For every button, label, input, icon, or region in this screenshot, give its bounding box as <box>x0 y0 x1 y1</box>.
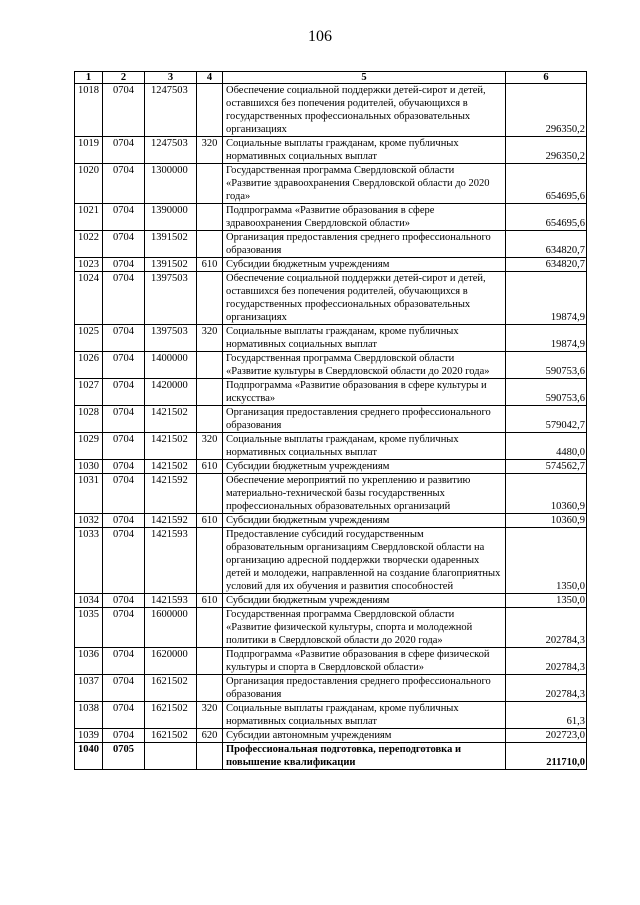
row-number-cell: 1039 <box>75 729 103 743</box>
item-name-cell: Обеспечение социальной поддержки детей-сирот и детей, оставшихся без попечения родителей, обучающихся в государственных профессиональных образовательных организациях <box>223 84 506 137</box>
table-row <box>75 325 587 352</box>
amount-cell: 296350,2 <box>506 84 587 137</box>
target-code-cell: 1600000 <box>145 608 197 648</box>
target-code-cell <box>145 743 197 770</box>
amount-cell: 579042,7 <box>506 406 587 433</box>
item-name-cell: Профессиональная подготовка, переподготовка и повышение квалификации <box>223 743 506 770</box>
table-row <box>75 729 587 743</box>
item-name-cell: Субсидии бюджетным учреждениям <box>223 514 506 528</box>
table-row <box>75 406 587 433</box>
row-number-cell: 1026 <box>75 352 103 379</box>
row-number-cell: 1027 <box>75 379 103 406</box>
expense-type-cell <box>197 231 223 258</box>
row-number-cell: 1028 <box>75 406 103 433</box>
table-row <box>75 474 587 514</box>
item-name-cell: Государственная программа Свердловской области «Развитие культуры в Свердловской области до 2020 года» <box>223 352 506 379</box>
item-name-cell: Социальные выплаты гражданам, кроме публичных нормативных социальных выплат <box>223 325 506 352</box>
item-name-cell: Обеспечение мероприятий по укреплению и развитию материально-технической базы государственных профессиональных образовательных организаций <box>223 474 506 514</box>
item-name-cell: Социальные выплаты гражданам, кроме публичных нормативных социальных выплат <box>223 433 506 460</box>
item-name-cell: Подпрограмма «Развитие образования в сфере физической культуры и спорта в Свердловской области» <box>223 648 506 675</box>
section-code-cell: 0704 <box>103 608 145 648</box>
section-code-cell: 0704 <box>103 594 145 608</box>
table-row <box>75 594 587 608</box>
item-name-cell: Предоставление субсидий государственным образовательным организациям Свердловской области на организацию адресной поддержки творчески одаренных детей и молодежи, направленной на создание благоприятных условий для их обучения и развития способностей <box>223 528 506 594</box>
header-col-1: 1 <box>75 72 103 84</box>
expense-type-cell <box>197 675 223 702</box>
amount-cell: 10360,9 <box>506 474 587 514</box>
amount-cell: 61,3 <box>506 702 587 729</box>
expense-type-cell <box>197 648 223 675</box>
item-name-cell: Подпрограмма «Развитие образования в сфере культуры и искусства» <box>223 379 506 406</box>
row-number-cell: 1031 <box>75 474 103 514</box>
header-col-6: 6 <box>506 72 587 84</box>
row-number-cell: 1034 <box>75 594 103 608</box>
item-name-cell: Социальные выплаты гражданам, кроме публичных нормативных социальных выплат <box>223 137 506 164</box>
amount-cell: 211710,0 <box>506 743 587 770</box>
amount-cell: 654695,6 <box>506 164 587 204</box>
target-code-cell: 1391502 <box>145 231 197 258</box>
row-number-cell: 1018 <box>75 84 103 137</box>
table-row <box>75 231 587 258</box>
amount-cell: 1350,0 <box>506 528 587 594</box>
target-code-cell: 1421593 <box>145 594 197 608</box>
item-name-cell: Государственная программа Свердловской области «Развитие физической культуры, спорта и молодежной политики в Свердловской области до 2020 года» <box>223 608 506 648</box>
amount-cell: 10360,9 <box>506 514 587 528</box>
expense-type-cell: 610 <box>197 258 223 272</box>
section-code-cell: 0704 <box>103 460 145 474</box>
target-code-cell: 1247503 <box>145 137 197 164</box>
item-name-cell: Субсидии бюджетным учреждениям <box>223 460 506 474</box>
amount-cell: 590753,6 <box>506 352 587 379</box>
target-code-cell: 1390000 <box>145 204 197 231</box>
target-code-cell: 1420000 <box>145 379 197 406</box>
table-row <box>75 648 587 675</box>
item-name-cell: Обеспечение социальной поддержки детей-сирот и детей, оставшихся без попечения родителей, обучающихся в государственных профессиональных образовательных организациях <box>223 272 506 325</box>
target-code-cell: 1397503 <box>145 272 197 325</box>
section-code-cell: 0705 <box>103 743 145 770</box>
target-code-cell: 1400000 <box>145 352 197 379</box>
section-code-cell: 0704 <box>103 325 145 352</box>
amount-cell: 296350,2 <box>506 137 587 164</box>
amount-cell: 202784,3 <box>506 608 587 648</box>
header-col-2: 2 <box>103 72 145 84</box>
item-name-cell: Организация предоставления среднего профессионального образования <box>223 231 506 258</box>
amount-cell: 574562,7 <box>506 460 587 474</box>
amount-cell: 202784,3 <box>506 675 587 702</box>
row-number-cell: 1038 <box>75 702 103 729</box>
target-code-cell: 1621502 <box>145 702 197 729</box>
expense-type-cell <box>197 84 223 137</box>
section-code-cell: 0704 <box>103 514 145 528</box>
table-row <box>75 272 587 325</box>
row-number-cell: 1023 <box>75 258 103 272</box>
item-name-cell: Государственная программа Свердловской области «Развитие здравоохранения Свердловской области до 2020 года» <box>223 164 506 204</box>
item-name-cell: Организация предоставления среднего профессионального образования <box>223 675 506 702</box>
amount-cell: 19874,9 <box>506 325 587 352</box>
table-row <box>75 514 587 528</box>
expense-type-cell: 610 <box>197 594 223 608</box>
expense-type-cell: 320 <box>197 325 223 352</box>
table-row <box>75 702 587 729</box>
table-row <box>75 743 587 770</box>
amount-cell: 634820,7 <box>506 231 587 258</box>
section-code-cell: 0704 <box>103 84 145 137</box>
target-code-cell: 1421593 <box>145 528 197 594</box>
target-code-cell: 1391502 <box>145 258 197 272</box>
target-code-cell: 1620000 <box>145 648 197 675</box>
section-code-cell: 0704 <box>103 675 145 702</box>
expense-type-cell: 610 <box>197 460 223 474</box>
row-number-cell: 1037 <box>75 675 103 702</box>
expense-type-cell <box>197 528 223 594</box>
expense-type-cell: 320 <box>197 137 223 164</box>
expense-type-cell <box>197 379 223 406</box>
table-header-row <box>75 72 587 84</box>
expense-type-cell <box>197 164 223 204</box>
item-name-cell: Субсидии бюджетным учреждениям <box>223 594 506 608</box>
table-row <box>75 379 587 406</box>
table-row <box>75 460 587 474</box>
table-row <box>75 204 587 231</box>
item-name-cell: Организация предоставления среднего профессионального образования <box>223 406 506 433</box>
row-number-cell: 1035 <box>75 608 103 648</box>
item-name-cell: Субсидии автономным учреждениям <box>223 729 506 743</box>
table-row <box>75 433 587 460</box>
row-number-cell: 1030 <box>75 460 103 474</box>
section-code-cell: 0704 <box>103 729 145 743</box>
table-row <box>75 675 587 702</box>
target-code-cell: 1421592 <box>145 514 197 528</box>
amount-cell: 202723,0 <box>506 729 587 743</box>
amount-cell: 19874,9 <box>506 272 587 325</box>
expense-type-cell <box>197 743 223 770</box>
section-code-cell: 0704 <box>103 137 145 164</box>
section-code-cell: 0704 <box>103 433 145 460</box>
row-number-cell: 1024 <box>75 272 103 325</box>
section-code-cell: 0704 <box>103 352 145 379</box>
item-name-cell: Социальные выплаты гражданам, кроме публичных нормативных социальных выплат <box>223 702 506 729</box>
row-number-cell: 1019 <box>75 137 103 164</box>
table-row <box>75 608 587 648</box>
header-col-3: 3 <box>145 72 197 84</box>
section-code-cell: 0704 <box>103 474 145 514</box>
budget-table <box>74 71 587 770</box>
expense-type-cell: 320 <box>197 702 223 729</box>
table-row <box>75 352 587 379</box>
amount-cell: 1350,0 <box>506 594 587 608</box>
section-code-cell: 0704 <box>103 406 145 433</box>
row-number-cell: 1033 <box>75 528 103 594</box>
amount-cell: 654695,6 <box>506 204 587 231</box>
table-row <box>75 164 587 204</box>
section-code-cell: 0704 <box>103 204 145 231</box>
item-name-cell: Субсидии бюджетным учреждениям <box>223 258 506 272</box>
expense-type-cell <box>197 352 223 379</box>
amount-cell: 202784,3 <box>506 648 587 675</box>
expense-type-cell: 320 <box>197 433 223 460</box>
table-row <box>75 84 587 137</box>
section-code-cell: 0704 <box>103 272 145 325</box>
target-code-cell: 1397503 <box>145 325 197 352</box>
target-code-cell: 1421502 <box>145 460 197 474</box>
target-code-cell: 1621502 <box>145 729 197 743</box>
target-code-cell: 1300000 <box>145 164 197 204</box>
target-code-cell: 1421592 <box>145 474 197 514</box>
expense-type-cell <box>197 204 223 231</box>
amount-cell: 4480,0 <box>506 433 587 460</box>
amount-cell: 634820,7 <box>506 258 587 272</box>
expense-type-cell: 610 <box>197 514 223 528</box>
row-number-cell: 1036 <box>75 648 103 675</box>
expense-type-cell <box>197 608 223 648</box>
item-name-cell: Подпрограмма «Развитие образования в сфере здравоохранения Свердловской области» <box>223 204 506 231</box>
page-number: 106 <box>308 28 332 45</box>
table-row <box>75 528 587 594</box>
target-code-cell: 1421502 <box>145 433 197 460</box>
section-code-cell: 0704 <box>103 648 145 675</box>
table-body <box>75 84 587 770</box>
amount-cell: 590753,6 <box>506 379 587 406</box>
target-code-cell: 1421502 <box>145 406 197 433</box>
row-number-cell: 1029 <box>75 433 103 460</box>
table-row <box>75 258 587 272</box>
row-number-cell: 1020 <box>75 164 103 204</box>
section-code-cell: 0704 <box>103 379 145 406</box>
table-row <box>75 137 587 164</box>
row-number-cell: 1032 <box>75 514 103 528</box>
expense-type-cell <box>197 474 223 514</box>
row-number-cell: 1021 <box>75 204 103 231</box>
row-number-cell: 1025 <box>75 325 103 352</box>
section-code-cell: 0704 <box>103 164 145 204</box>
target-code-cell: 1621502 <box>145 675 197 702</box>
expense-type-cell: 620 <box>197 729 223 743</box>
target-code-cell: 1247503 <box>145 84 197 137</box>
expense-type-cell <box>197 406 223 433</box>
header-col-4: 4 <box>197 72 223 84</box>
section-code-cell: 0704 <box>103 702 145 729</box>
section-code-cell: 0704 <box>103 528 145 594</box>
expense-type-cell <box>197 272 223 325</box>
header-col-5: 5 <box>223 72 506 84</box>
section-code-cell: 0704 <box>103 231 145 258</box>
row-number-cell: 1022 <box>75 231 103 258</box>
row-number-cell: 1040 <box>75 743 103 770</box>
section-code-cell: 0704 <box>103 258 145 272</box>
